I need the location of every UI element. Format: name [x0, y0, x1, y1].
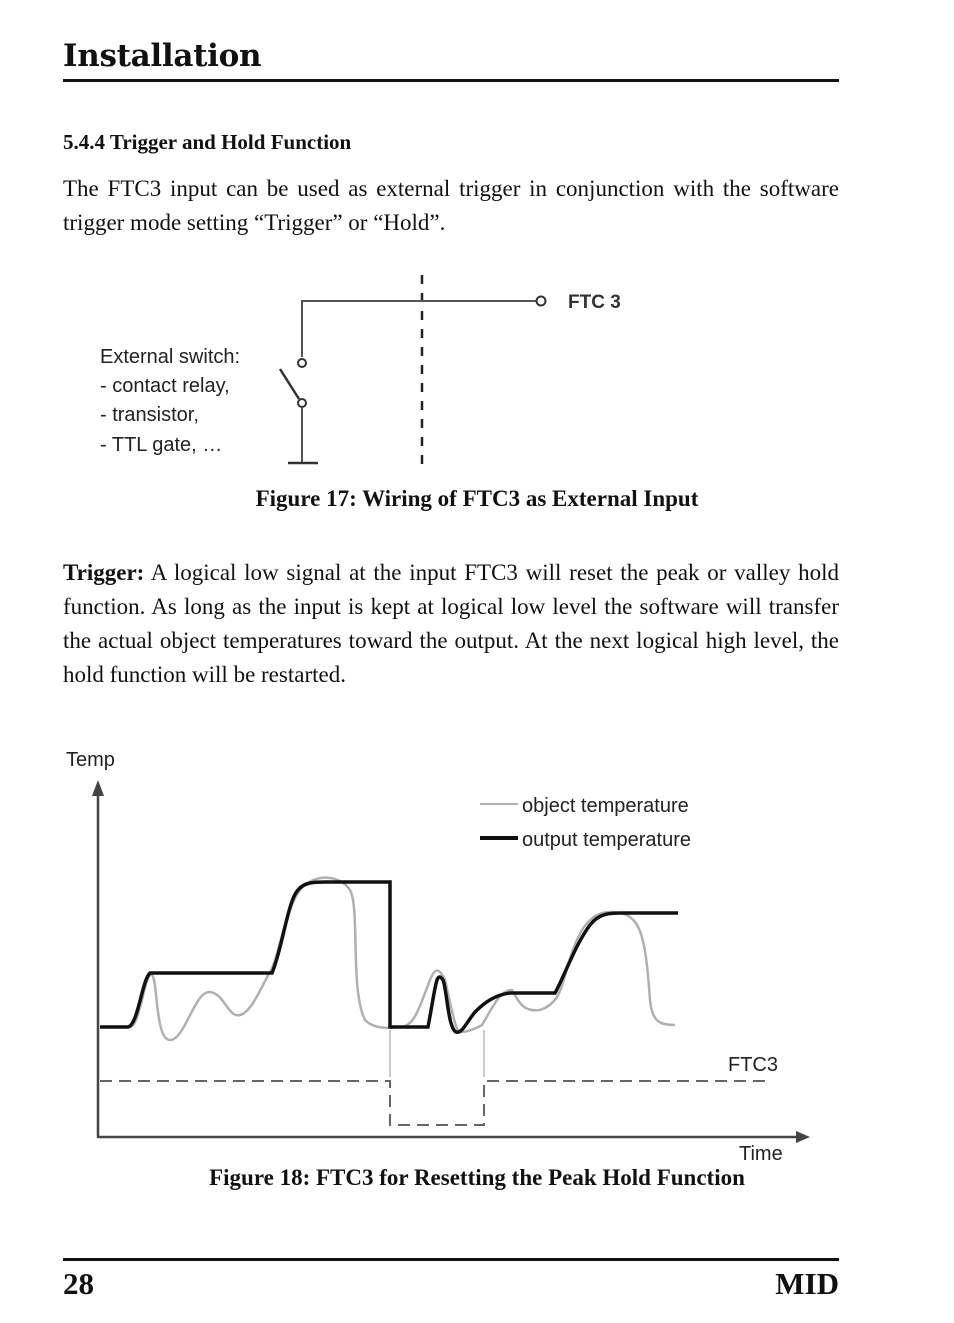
legend-output-label: output temperature: [522, 829, 691, 851]
output-temperature-line: [100, 882, 678, 1032]
trigger-label: Trigger:: [63, 560, 145, 585]
figure-18-caption: Figure 18: FTC3 for Resetting the Peak Hold Function: [209, 1165, 745, 1190]
y-axis-label: Temp: [66, 749, 115, 771]
page-header-title: Installation: [63, 38, 262, 74]
ftc3-signal-label: FTC3: [728, 1054, 778, 1076]
footer-rule: [63, 1258, 839, 1261]
ftc3-terminal-label: FTC 3: [568, 292, 621, 313]
ftc3-signal-line: [100, 1081, 772, 1125]
intro-paragraph: The FTC3 input can be used as external trigger in conjunction with the software trigger mode setting “Trigger” or “Hold”.: [63, 176, 839, 235]
ftc3-wire: [302, 301, 536, 357]
ftc3-terminal-icon: [537, 297, 546, 306]
section-heading: 5.4.4 Trigger and Hold Function: [63, 130, 352, 154]
header-rule: [63, 79, 839, 82]
switch-label-line: - TTL gate, …: [100, 434, 223, 456]
figure-17-caption: Figure 17: Wiring of FTC3 as External Input: [255, 486, 699, 511]
product-name: MID: [775, 1266, 839, 1301]
figure-17-wiring-diagram: [0, 265, 954, 475]
switch-contact-bottom-icon: [298, 399, 306, 407]
legend-object-label: object temperature: [522, 795, 689, 817]
switch-label-line: - transistor,: [100, 404, 199, 426]
y-axis-arrow-icon: [92, 780, 104, 796]
trigger-paragraph: [63, 556, 839, 692]
switch-contact-top-icon: [298, 359, 306, 367]
page-number: 28: [63, 1266, 94, 1301]
switch-lever-icon: [280, 369, 299, 399]
x-axis-arrow-icon: [796, 1131, 810, 1143]
switch-label-line: - contact relay,: [100, 375, 230, 397]
trigger-text: A logical low signal at the input FTC3 will reset the peak or valley hold function. As long as the input is kept at logical low level the software will transfer the actual object temperatures toward the output. At the next logical high level, the hold function will be restarted.: [63, 560, 839, 687]
x-axis-label: Time: [739, 1143, 783, 1165]
figure-18-signal-diagram: [0, 740, 954, 1165]
object-temperature-line: [100, 878, 675, 1040]
switch-label-line: External switch:: [100, 346, 241, 368]
